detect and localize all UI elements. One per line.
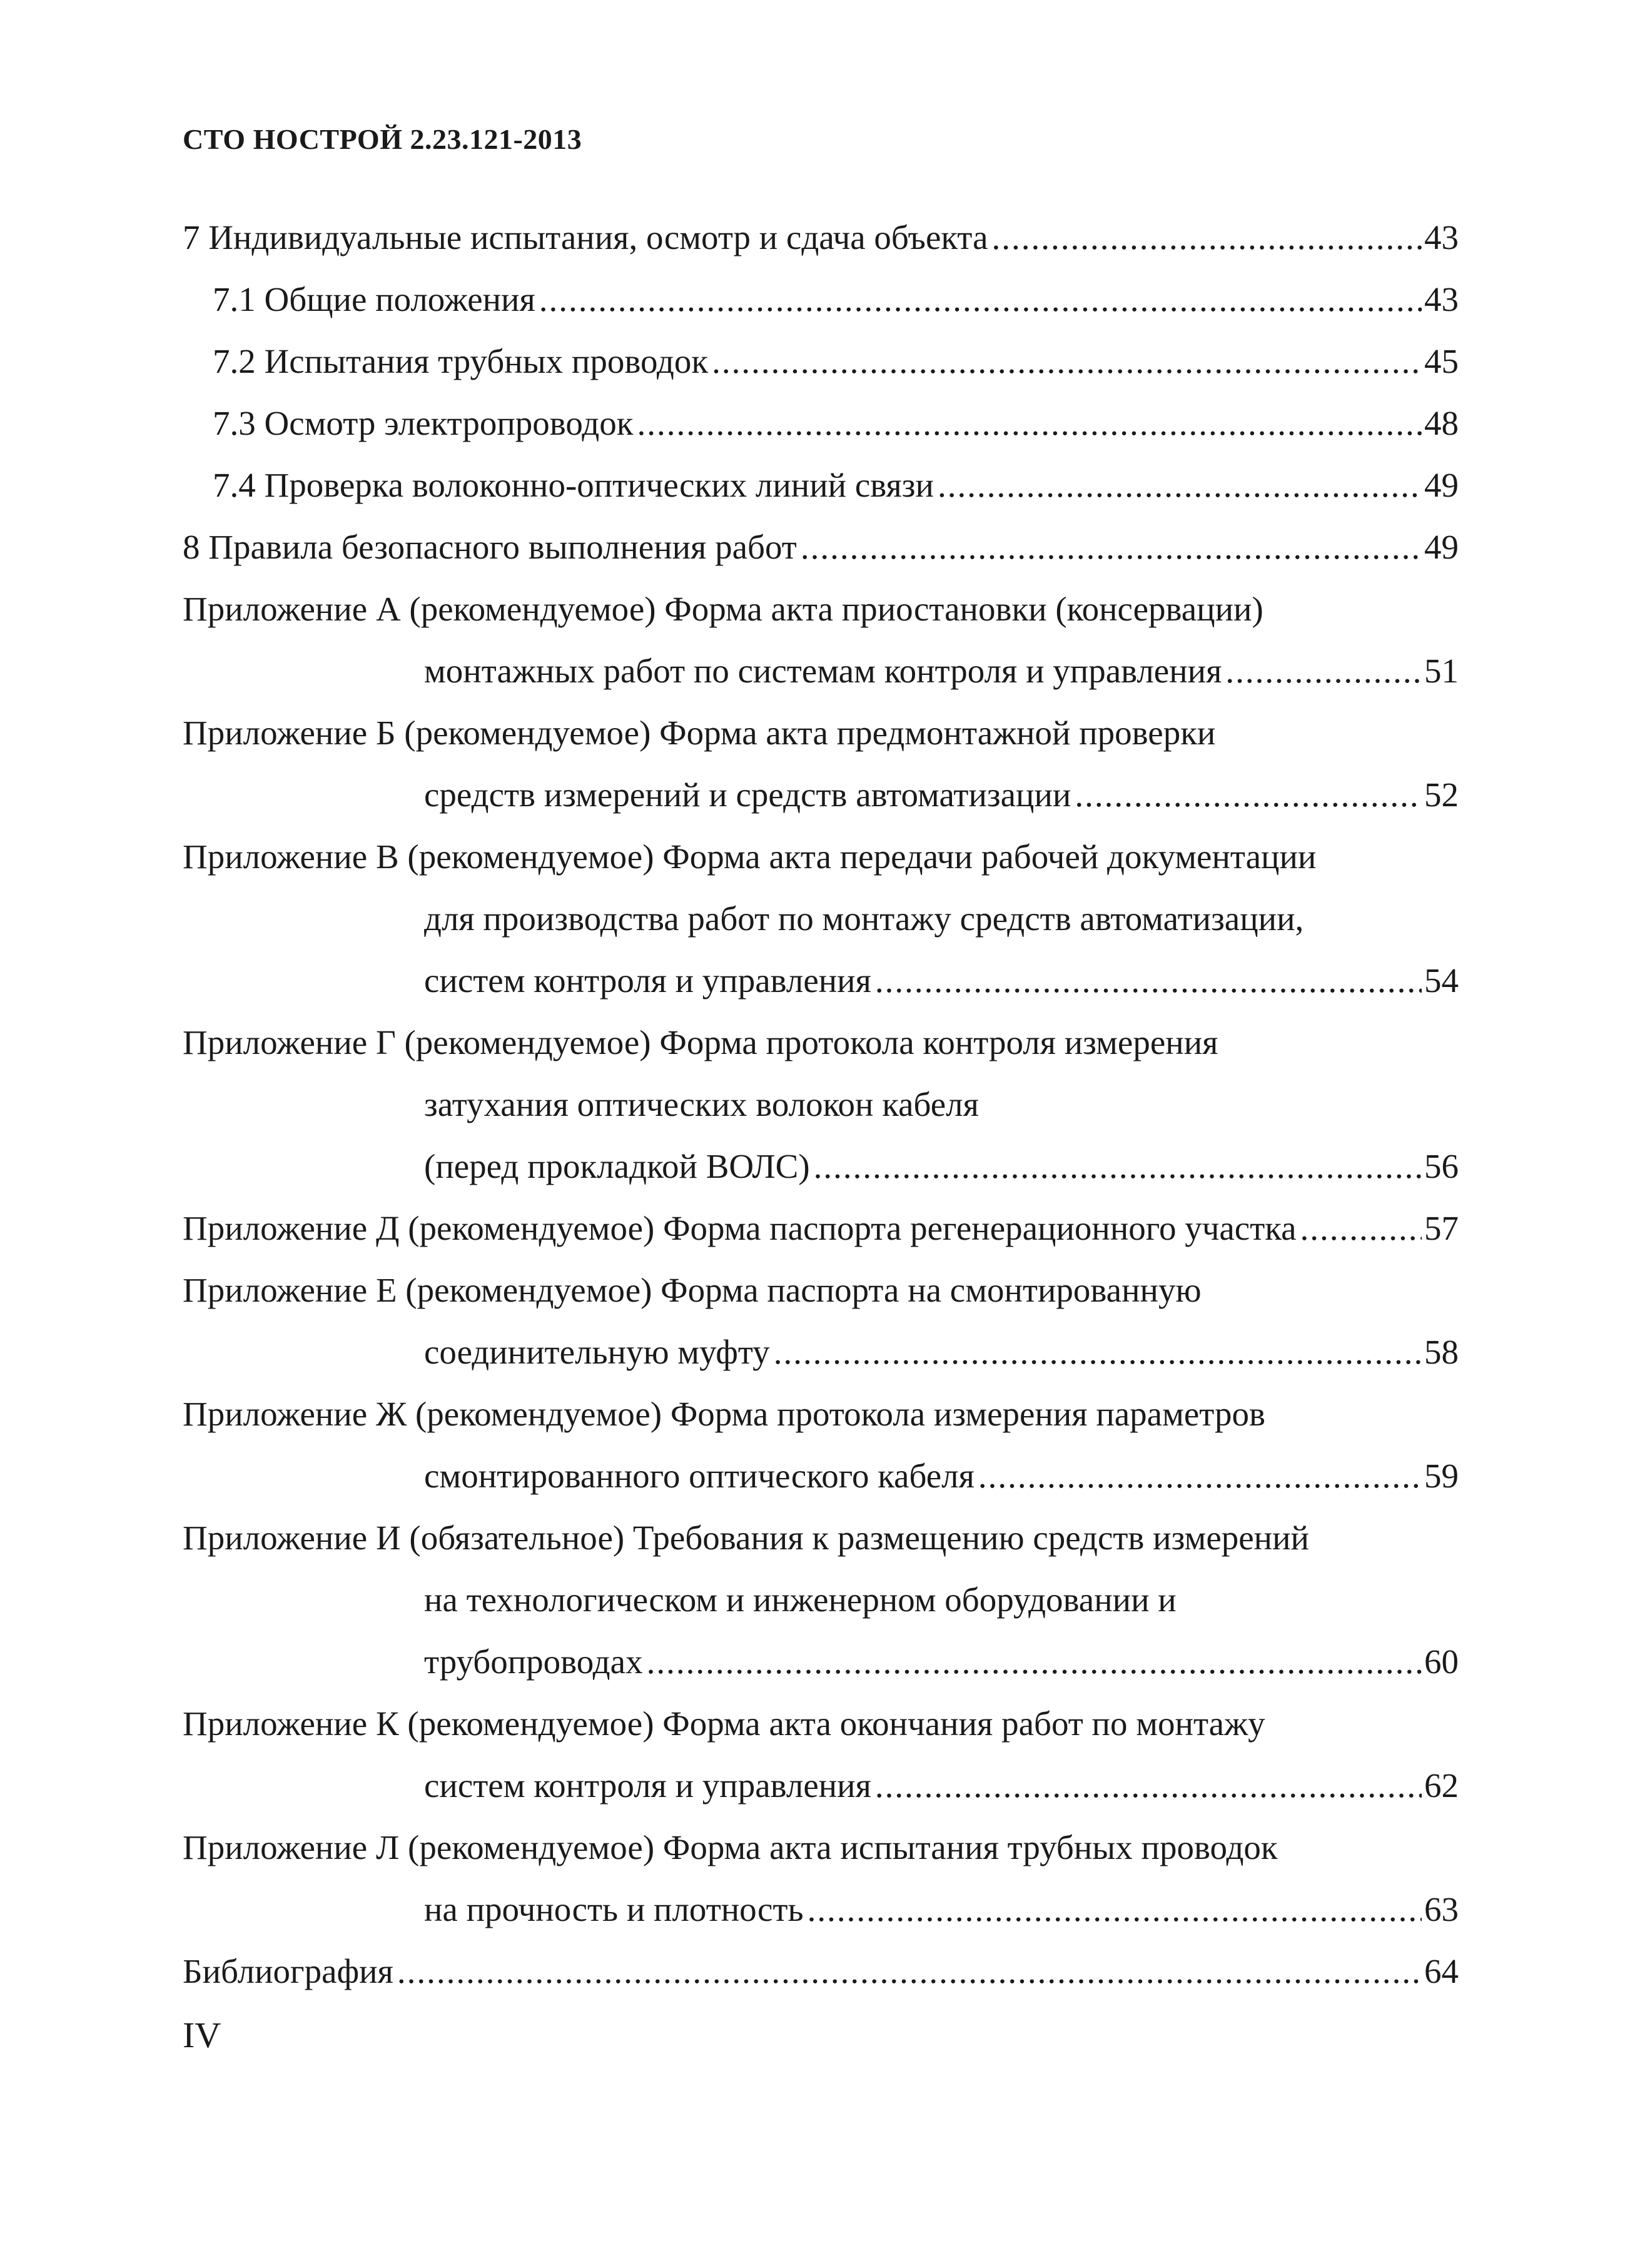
toc-page-number: 59 [1424, 1457, 1459, 1495]
toc-line [183, 640, 1459, 702]
toc-entry-title: средств измерений и средств автоматизации [424, 776, 1071, 814]
toc-line [183, 1011, 1459, 1073]
toc-page-number: 49 [1424, 466, 1459, 504]
toc-line [183, 826, 1459, 888]
toc-entry-title: 7.1 Общие положения [213, 280, 535, 318]
toc-entry-title: 7.4 Проверка волоконно-оптических линий связи [213, 466, 934, 504]
toc-line [183, 1135, 1459, 1197]
toc-line [183, 578, 1459, 640]
toc-line [183, 1073, 1459, 1135]
toc-entry-title: Приложение Л (рекомендуемое) Форма акта испытания трубных проводок [183, 1828, 1278, 1866]
toc-dot-leader [397, 1940, 1422, 2002]
toc-line [183, 330, 1459, 392]
toc-line [183, 1383, 1459, 1445]
toc-page-number: 64 [1424, 1952, 1459, 1990]
toc-dot-leader [814, 1135, 1422, 1197]
toc-dot-leader [539, 268, 1422, 330]
toc-dot-leader [647, 1631, 1422, 1693]
toc-page-number: 54 [1424, 961, 1459, 1000]
toc-entry-title: 7.3 Осмотр электропроводок [213, 404, 634, 442]
toc-line [183, 764, 1459, 826]
toc-dot-leader [712, 330, 1422, 392]
toc-entry-title: соединительную муфту [424, 1333, 770, 1371]
page-number: IV [183, 2015, 221, 2055]
toc-entry-title: систем контроля и управления [424, 1766, 871, 1805]
toc-entry [183, 1197, 1459, 1259]
toc-page-number: 43 [1424, 218, 1459, 256]
toc-line [183, 206, 1459, 268]
toc-entry-title: Приложение Б (рекомендуемое) Форма акта предмонтажной проверки [183, 714, 1216, 752]
toc-page-number: 51 [1424, 652, 1459, 690]
toc-line [183, 1754, 1459, 1816]
toc-entry [183, 454, 1459, 516]
toc-entry [183, 1940, 1459, 2002]
toc-page-number: 60 [1424, 1643, 1459, 1681]
toc-entry-title: Приложение К (рекомендуемое) Форма акта окончания работ по монтажу [183, 1704, 1265, 1743]
toc-line [183, 1569, 1459, 1631]
toc-page-number: 43 [1424, 280, 1459, 318]
toc-entry-title: затухания оптических волокон кабеля [424, 1085, 979, 1123]
toc-dot-leader [1225, 640, 1422, 702]
toc-line [183, 888, 1459, 949]
table-of-contents [183, 206, 1459, 2002]
toc-entry-title: Приложение Д (рекомендуемое) Форма паспорта регенерационного участка [183, 1209, 1297, 1247]
toc-entry [183, 702, 1459, 826]
toc-entry-title: для производства работ по монтажу средств автоматизации, [424, 899, 1304, 938]
toc-entry-title: на прочность и плотность [424, 1890, 804, 1928]
toc-page-number: 57 [1424, 1209, 1459, 1247]
toc-line [183, 949, 1459, 1011]
toc-line [183, 268, 1459, 330]
toc-entry [183, 1816, 1459, 1940]
toc-dot-leader [875, 1754, 1422, 1816]
toc-line [183, 454, 1459, 516]
toc-entry [183, 1693, 1459, 1816]
toc-dot-leader [938, 454, 1422, 516]
toc-line [183, 1631, 1459, 1693]
toc-entry-title: 8 Правила безопасного выполнения работ [183, 528, 797, 566]
toc-entry [183, 578, 1459, 702]
toc-entry [183, 826, 1459, 1011]
toc-page-number: 63 [1424, 1890, 1459, 1928]
toc-line [183, 1816, 1459, 1878]
toc-entry [183, 330, 1459, 392]
toc-entry [183, 1383, 1459, 1507]
toc-page-number: 49 [1424, 528, 1459, 566]
toc-entry-title: Приложение А (рекомендуемое) Форма акта приостановки (консервации) [183, 590, 1263, 628]
toc-line [183, 1197, 1459, 1259]
toc-entry-title: Приложение Г (рекомендуемое) Форма протокола контроля измерения [183, 1023, 1218, 1061]
toc-entry-title: 7.2 Испытания трубных проводок [213, 342, 709, 380]
toc-dot-leader [801, 516, 1422, 578]
toc-dot-leader [1075, 764, 1422, 826]
toc-dot-leader [875, 949, 1422, 1011]
toc-page-number: 56 [1424, 1147, 1459, 1185]
toc-line [183, 392, 1459, 454]
toc-line [183, 1878, 1459, 1940]
toc-line [183, 1693, 1459, 1754]
toc-page-number: 45 [1424, 342, 1459, 380]
toc-page-number: 58 [1424, 1333, 1459, 1371]
toc-entry [183, 1507, 1459, 1693]
toc-line [183, 1940, 1459, 2002]
toc-line [183, 702, 1459, 764]
toc-line [183, 1259, 1459, 1321]
toc-entry-title: Приложение Е (рекомендуемое) Форма паспорта на смонтированную [183, 1271, 1202, 1309]
toc-entry-title: Библиография [183, 1952, 393, 1990]
toc-dot-leader [774, 1321, 1422, 1383]
toc-line [183, 1321, 1459, 1383]
document-code-header: СТО НОСТРОЙ 2.23.121-2013 [183, 123, 582, 155]
toc-entry [183, 392, 1459, 454]
toc-entry-title: трубопроводах [424, 1643, 643, 1681]
toc-page-number: 48 [1424, 404, 1459, 442]
toc-dot-leader [991, 206, 1422, 268]
toc-line [183, 516, 1459, 578]
toc-entry-title: на технологическом и инженерном оборудовании и [424, 1581, 1177, 1619]
toc-entry [183, 1259, 1459, 1383]
toc-entry-title: Приложение В (рекомендуемое) Форма акта передачи рабочей документации [183, 838, 1317, 876]
toc-dot-leader [1300, 1197, 1422, 1259]
toc-entry-title: смонтированного оптического кабеля [424, 1457, 974, 1495]
toc-page-number: 62 [1424, 1766, 1459, 1805]
toc-entry [183, 206, 1459, 268]
toc-entry [183, 1011, 1459, 1197]
toc-entry-title: 7 Индивидуальные испытания, осмотр и сдача объекта [183, 218, 988, 256]
toc-dot-leader [637, 392, 1422, 454]
toc-entry-title: Приложение Ж (рекомендуемое) Форма протокола измерения параметров [183, 1395, 1265, 1433]
toc-entry [183, 268, 1459, 330]
toc-dot-leader [807, 1878, 1422, 1940]
toc-page-number: 52 [1424, 776, 1459, 814]
toc-entry-title: монтажных работ по системам контроля и управления [424, 652, 1222, 690]
toc-entry-title: систем контроля и управления [424, 961, 871, 1000]
toc-dot-leader [978, 1445, 1422, 1507]
toc-line [183, 1507, 1459, 1569]
toc-entry-title: (перед прокладкой ВОЛС) [424, 1147, 810, 1185]
toc-entry [183, 516, 1459, 578]
toc-line [183, 1445, 1459, 1507]
toc-entry-title: Приложение И (обязательное) Требования к размещению средств измерений [183, 1519, 1309, 1557]
